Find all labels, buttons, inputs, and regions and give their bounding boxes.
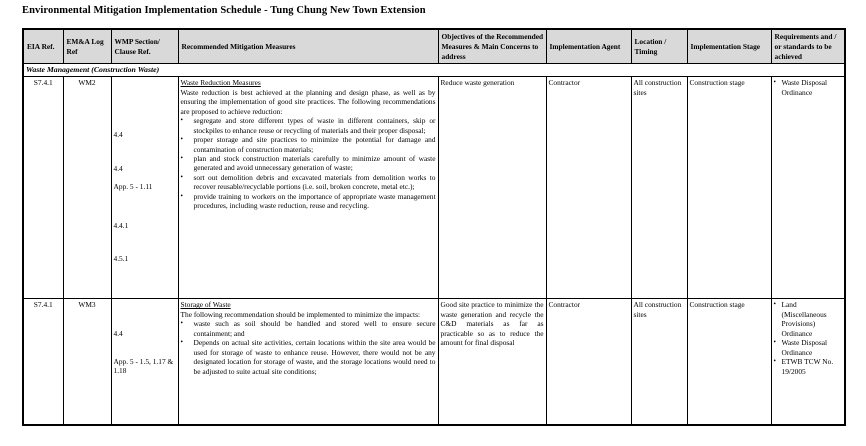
cell-requirements	[771, 77, 845, 299]
cell-requirements	[771, 299, 845, 425]
cell-eia-ref: S7.4.1	[23, 299, 63, 425]
measure-bullet: • Depends on actual site activities, certain locations within the site area would be used for storage of waste to enhance reuse. However, there would not be any designated location for storage of waste, and the storage locations would need to be adjusted to suite actual site conditions;	[181, 338, 436, 376]
measure-title: Storage of Waste	[180, 300, 231, 310]
cell-eia-ref: S7.4.1	[23, 77, 63, 299]
table-header-row	[23, 29, 845, 64]
measure-intro: Waste reduction is best achieved at the planning and design phase, as well as by ensuring the implementation of good site practices. The following recommendations are proposed to achieve reduction:	[180, 87, 436, 116]
requirement-item: • Land (Miscellaneous Provisions) Ordinance	[774, 300, 843, 338]
requirement-item: • ETWB TCW No. 19/2005	[774, 357, 843, 376]
page-title: Environmental Mitigation Implementation Schedule - Tung Chung New Town Extension	[22, 5, 426, 16]
column-header-requirements: Requirements and / or standards to be achieved	[771, 29, 845, 64]
measure-bullet: • proper storage and site practices to minimize the potential for damage and contamination of construction materials;	[181, 135, 436, 154]
cell-implementation-agent: Contractor	[546, 299, 631, 425]
cell-emna-log-ref: WM2	[63, 77, 111, 299]
clause-ref-item: 4.4	[113, 130, 123, 140]
cell-implementation-agent: Contractor	[546, 77, 631, 299]
requirements-list	[774, 78, 843, 97]
column-header-emna-log-ref: EM&A Log Ref	[63, 29, 111, 64]
measure-bullet: • provide training to workers on the importance of appropriate waste management procedures, including waste reduction, reuse and recycling.	[181, 192, 436, 211]
cell-emna-log-ref: WM3	[63, 299, 111, 425]
measure-intro: The following recommendation should be implemented to minimize the impacts:	[180, 309, 421, 319]
measure-bullet-list	[181, 116, 436, 211]
mitigation-schedule-table	[22, 28, 846, 426]
cell-implementation-stage: Construction stage	[687, 77, 771, 299]
cell-wmp-clause-ref	[111, 77, 178, 299]
requirement-item: • Waste Disposal Ordinance	[774, 338, 843, 357]
cell-objectives: Good site practice to minimize the waste generation and recycle the C&D materials as far as practicable so as to reduce the amount for final disposal	[438, 299, 546, 425]
cell-recommended-mitigation-measures	[178, 299, 438, 425]
cell-implementation-stage: Construction stage	[687, 299, 771, 425]
table-header	[23, 29, 845, 64]
cell-recommended-mitigation-measures	[178, 77, 438, 299]
column-header-wmp-clause-ref: WMP Section/ Clause Ref.	[111, 29, 178, 64]
requirement-item: • Waste Disposal Ordinance	[774, 78, 843, 97]
clause-ref-item: 4.4	[113, 329, 123, 339]
cell-location-timing: All construction sites	[631, 77, 687, 299]
cell-wmp-clause-ref	[111, 299, 178, 425]
section-title-waste-management: Waste Management (Construction Waste)	[23, 64, 845, 77]
measure-bullet: • sort out demolition debris and excavated materials from demolition works to recover reusable/recyclable portions (i.e. soil, broken concrete, metal etc.);	[181, 173, 436, 192]
column-header-objectives: Objectives of the Recommended Measures & Main Concerns to address	[438, 29, 546, 64]
measure-bullet-list	[181, 319, 436, 376]
measure-title: Waste Reduction Measures	[180, 78, 261, 88]
requirements-list	[774, 300, 843, 376]
measure-bullet: • plan and stock construction materials carefully to minimize amount of waste generated and avoid unnecessary generation of waste;	[181, 154, 436, 173]
table-row	[23, 299, 845, 425]
table-row	[23, 77, 845, 299]
column-header-implementation-agent: Implementation Agent	[546, 29, 631, 64]
clause-ref-item: 4.5.1	[113, 254, 129, 264]
column-header-recommended-mitigation-measures: Recommended Mitigation Measures	[178, 29, 438, 64]
clause-ref-item: App. 5 - 1.11	[113, 182, 153, 192]
column-header-location-timing: Location / Timing	[631, 29, 687, 64]
clause-ref-item: 4.4	[113, 163, 123, 173]
column-header-implementation-stage: Implementation Stage	[687, 29, 771, 64]
column-header-eia-ref: EIA Ref.	[23, 29, 63, 64]
clause-ref-item: 4.4.1	[113, 220, 129, 230]
section-header-row	[23, 64, 845, 77]
clause-ref-item: App. 5 - 1.5, 1.17 & 1.18	[113, 356, 174, 376]
measure-bullet: • waste such as soil should be handled and stored well to ensure secure containment; and	[181, 319, 436, 338]
table-body	[23, 64, 845, 425]
measure-bullet: • segregate and store different types of waste in different containers, skip or stockpiles to enhance reuse or recycling of materials and their proper disposal;	[181, 116, 436, 135]
cell-location-timing: All construction sites	[631, 299, 687, 425]
cell-objectives: Reduce waste generation	[438, 77, 546, 299]
